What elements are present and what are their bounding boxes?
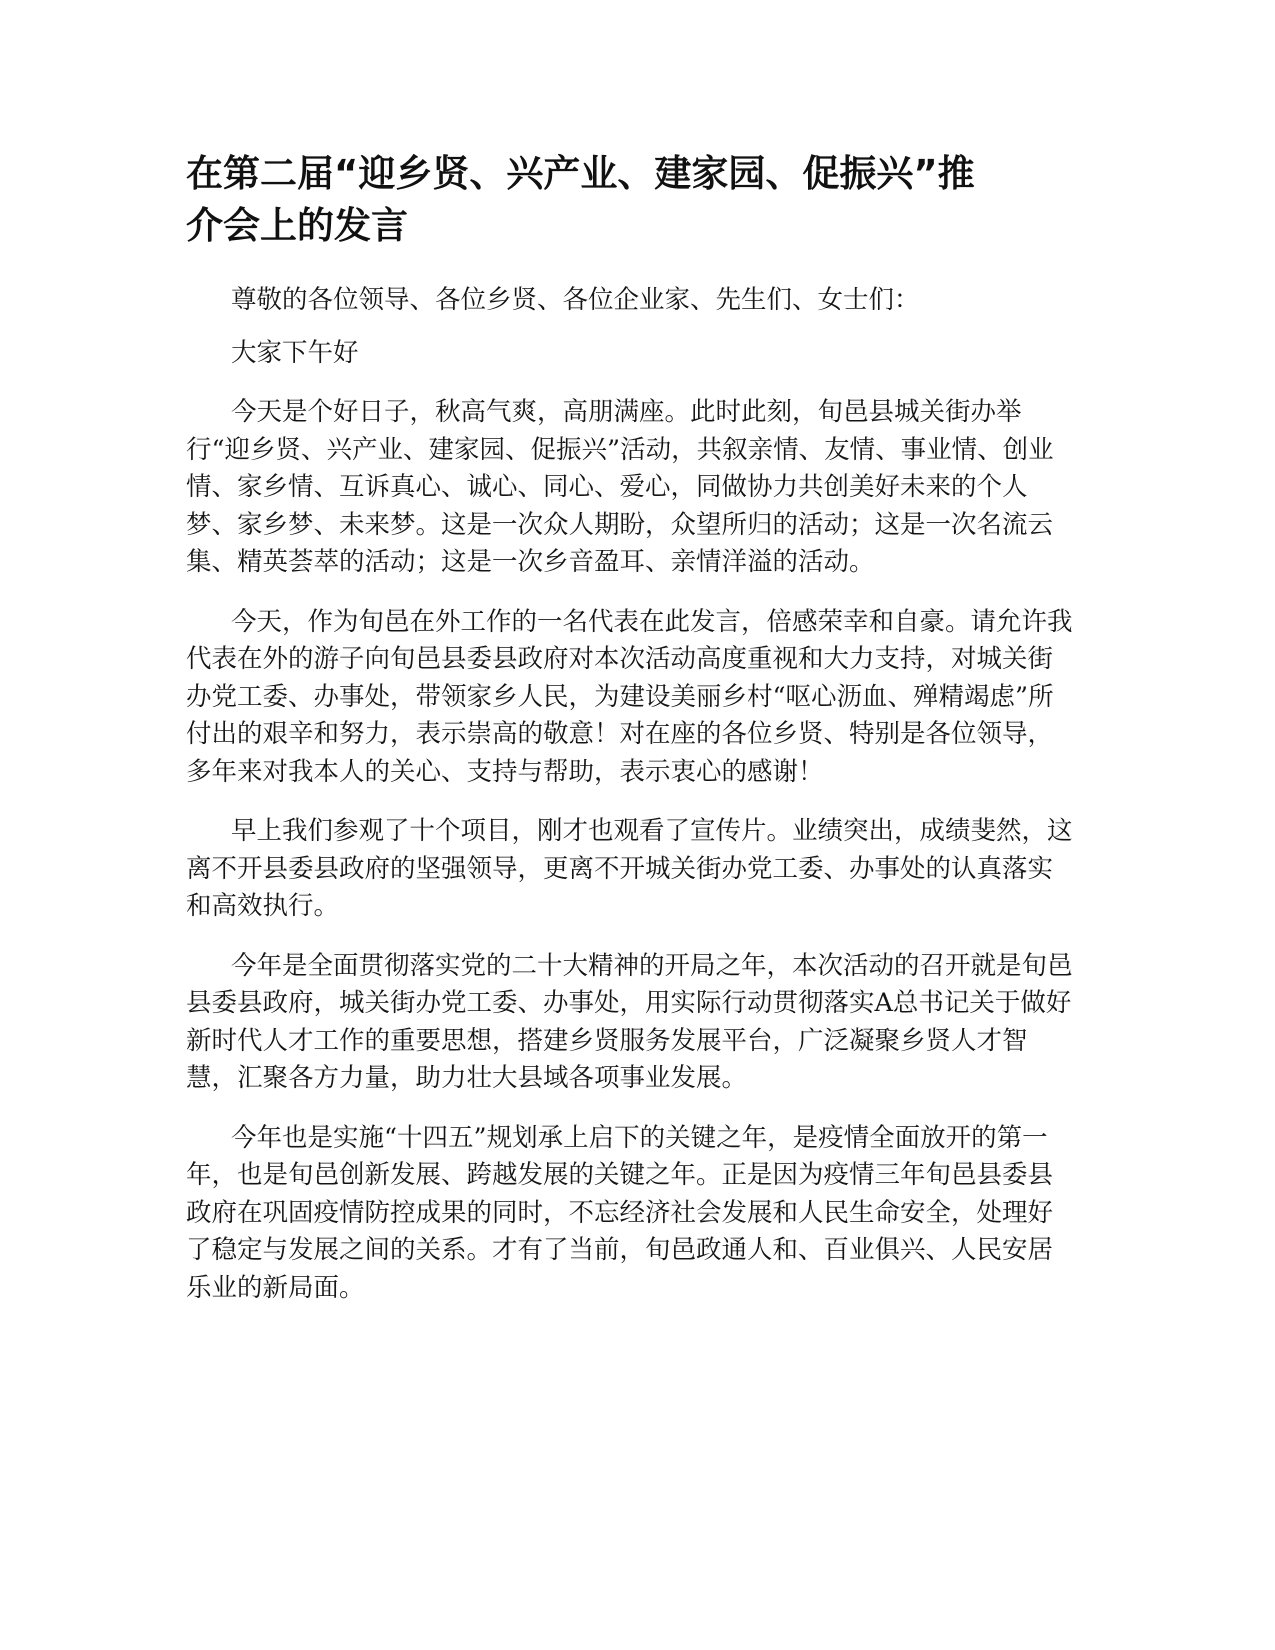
document-body xyxy=(186,282,1076,1329)
body-paragraph: 今天是个好日子，秋高气爽，高朋满座。此时此刻，旬邑县城关街办举行“迎乡贤、兴产业、建家园、促振兴”活动，共叙亲情、友情、事业情、创业情、家乡情、互诉真心、诚心、同心、爱心，同做协力共创美好未来的个人梦、家乡梦、未来梦。这是一次众人期盼，众望所归的活动；这是一次名流云集、精英荟萃的活动；这是一次乡音盈耳、亲情洋溢的活动。 xyxy=(186,397,1054,577)
body-paragraph: 今年也是实施“十四五”规划承上启下的关键之年，是疫情全面放开的第一年，也是旬邑创新发展、跨越发展的关键之年。正是因为疫情三年旬邑县委县政府在巩固疫情防控成果的同时，不忘经济社会发展和人民生命安全，处理好了稳定与发展之间的关系。才有了当前，旬邑政通人和、百业俱兴、人民安居乐业的新局面。 xyxy=(186,1122,1054,1303)
document-title: 在第二届“迎乡贤、兴产业、建家园、促振兴”推介会上的发言 xyxy=(186,152,975,247)
greeting: 大家下午好 xyxy=(231,337,359,368)
salutation: 尊敬的各位领导、各位乡贤、各位企业家、先生们、女士们： xyxy=(231,285,920,315)
body-paragraph: 早上我们参观了十个项目，刚才也观看了宣传片。业绩突出，成绩斐然，这离不开县委县政府的坚强领导，更离不开城关街办党工委、办事处的认真落实和高效执行。 xyxy=(186,816,1073,921)
body-paragraph: 今天，作为旬邑在外工作的一名代表在此发言，倍感荣幸和自豪。请允许我代表在外的游子向旬邑县委县政府对本次活动高度重视和大力支持，对城关街办党工委、办事处，带领家乡人民，为建设美丽乡村“呕心沥血、殚精竭虑”所付出的艰辛和努力，表示崇高的敬意！对在座的各位乡贤、特别是各位领导，多年来对我本人的关心、支持与帮助，表示衷心的感谢！ xyxy=(186,606,1073,787)
body-paragraph: 今年是全面贯彻落实党的二十大精神的开局之年，本次活动的召开就是旬邑县委县政府，城关街办党工委、办事处，用实际行动贯彻落实A总书记关于做好新时代人才工作的重要思想，搭建乡贤服务发展平台，广泛凝聚乡贤人才智慧，汇聚各方力量，助力壮大县域各项事业发展。 xyxy=(186,950,1073,1093)
